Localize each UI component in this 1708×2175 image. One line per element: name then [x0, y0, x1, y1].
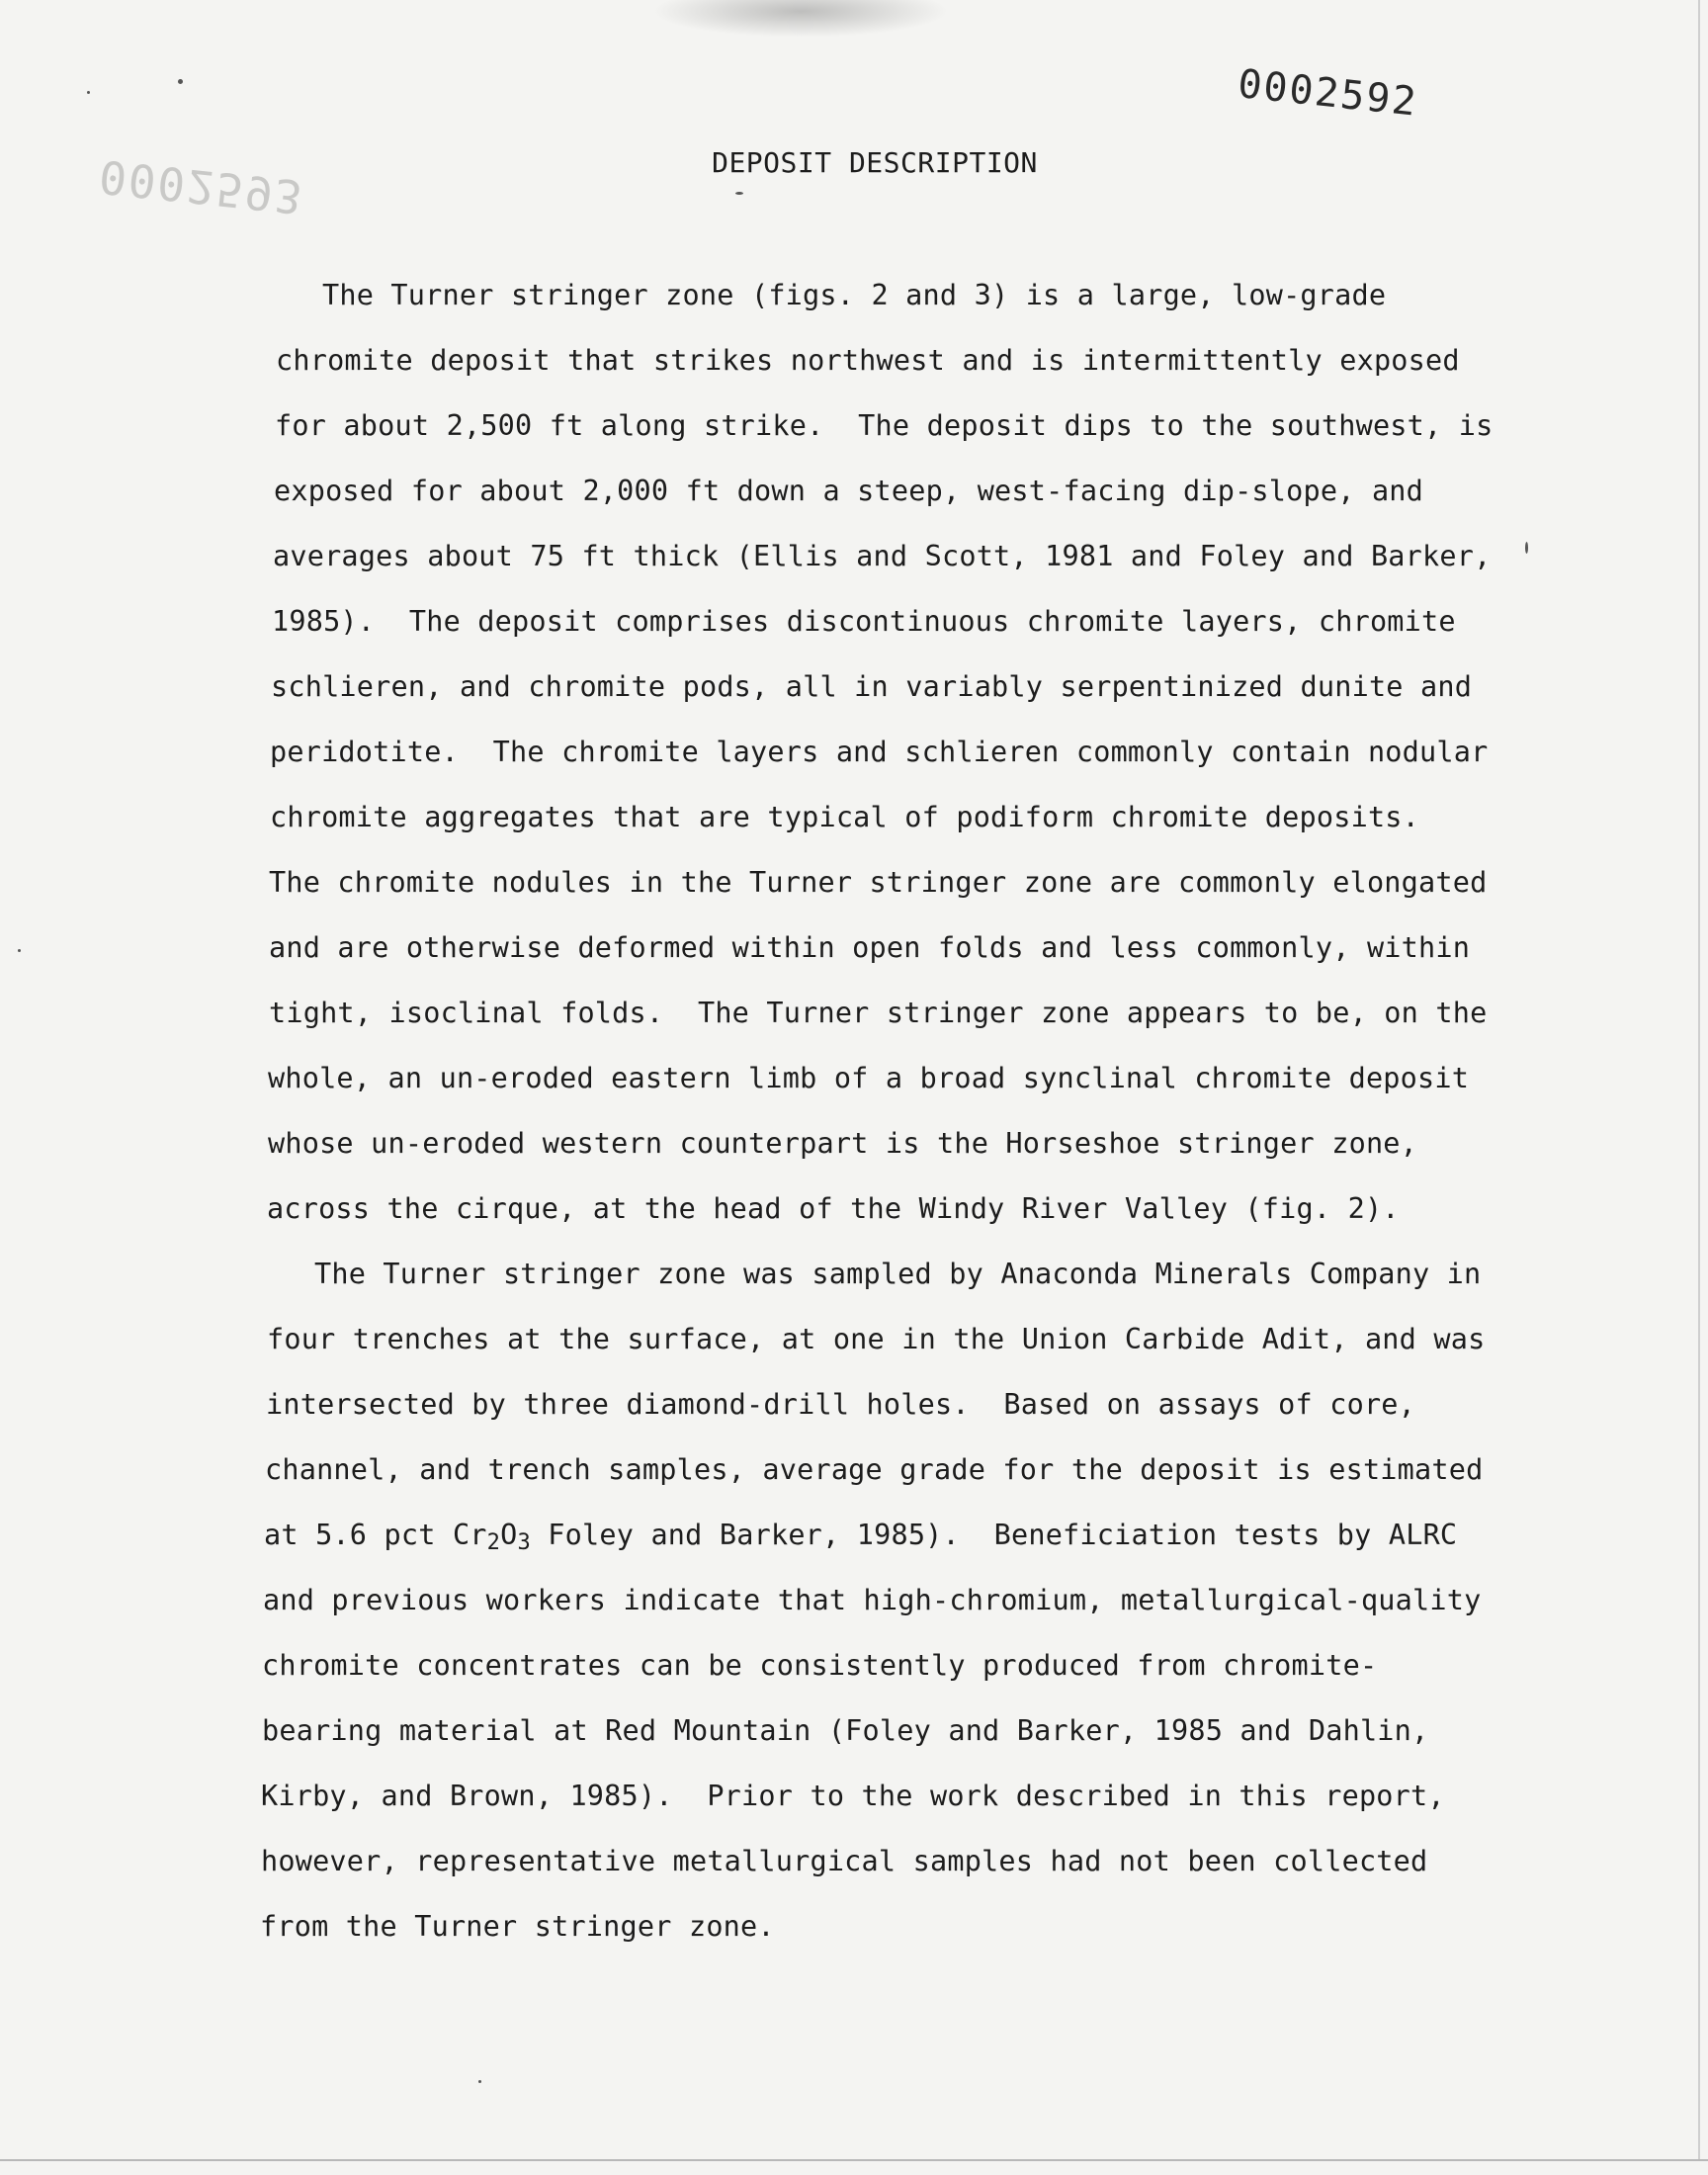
- scan-speck: [18, 949, 21, 952]
- paragraph1-line: whole, an un-eroded eastern limb of a broad synclinal chromite deposit: [268, 1062, 1470, 1094]
- paragraph1-line: tight, isoclinal folds. The Turner stringer zone appears to be, on the: [269, 997, 1488, 1029]
- paragraph1-line: chromite deposit that strikes northwest and is intermittently exposed: [276, 344, 1460, 377]
- paragraph2-line: bearing material at Red Mountain (Foley and Barker, 1985 and Dahlin,: [262, 1714, 1429, 1747]
- paragraph1-line: averages about 75 ft thick (Ellis and Scott, 1981 and Foley and Barker,: [273, 540, 1492, 572]
- paragraph2-line: The Turner stringer zone was sampled by Anaconda Minerals Company in: [314, 1258, 1482, 1290]
- paragraph1-line: whose un-eroded western counterpart is the Horseshoe stringer zone,: [268, 1127, 1418, 1160]
- paragraph2-line: intersected by three diamond-drill holes. Based on assays of core,: [266, 1388, 1416, 1421]
- document-number-stamp: 0002592: [1236, 61, 1420, 126]
- scan-speck: [178, 79, 183, 84]
- scan-speck: [1525, 542, 1528, 554]
- paragraph1-line: exposed for about 2,000 ft down a steep, west-facing dip-slope, and: [274, 475, 1424, 507]
- paragraph1-line: across the cirque, at the head of the Windy River Valley (fig. 2).: [267, 1192, 1400, 1225]
- paragraph1-line: 1985). The deposit comprises discontinuous chromite layers, chromite: [272, 605, 1456, 638]
- paragraph2-line: and previous workers indicate that high-chromium, metallurgical-quality: [263, 1584, 1482, 1616]
- paragraph2-line: chromite concentrates can be consistently produced from chromite-: [262, 1649, 1378, 1682]
- text-span: Foley and Barker, 1985). Beneficiation tests by ALRC: [530, 1519, 1458, 1551]
- text-span: at 5.6 pct Cr: [264, 1519, 487, 1551]
- paragraph1-line: The Turner stringer zone (figs. 2 and 3) is a large, low-grade: [322, 279, 1387, 311]
- paragraph1-line: and are otherwise deformed within open folds and less commonly, within: [269, 931, 1471, 964]
- paragraph1-line: peridotite. The chromite layers and schlieren commonly contain nodular: [270, 736, 1489, 768]
- bleed-through-stamp: 0002593: [96, 149, 307, 224]
- page-edge-bottom: [0, 2159, 1708, 2161]
- scan-speck: [735, 192, 743, 195]
- scan-smudge: [652, 0, 949, 38]
- paragraph1-line: chromite aggregates that are typical of podiform chromite deposits.: [270, 801, 1420, 833]
- paragraph2-line: four trenches at the surface, at one in the Union Carbide Adit, and was: [267, 1323, 1486, 1355]
- paragraph1-line: for about 2,500 ft along strike. The deposit dips to the southwest, is: [275, 409, 1494, 442]
- subscript: 2: [486, 1530, 501, 1555]
- paragraph2-line-formula: [264, 1519, 1458, 1555]
- paragraph1-line: schlieren, and chromite pods, all in variably serpentinized dunite and: [271, 670, 1473, 703]
- paragraph2-line: however, representative metallurgical samples had not been collected: [261, 1845, 1428, 1877]
- scan-speck: [87, 91, 90, 94]
- paragraph2-line: channel, and trench samples, average grade for the deposit is estimated: [265, 1453, 1484, 1486]
- paragraph2-line: from the Turner stringer zone.: [260, 1910, 775, 1943]
- text-span: O: [500, 1519, 518, 1551]
- subscript: 3: [517, 1530, 531, 1555]
- paragraph1-line: The chromite nodules in the Turner stringer zone are commonly elongated: [269, 866, 1488, 899]
- paragraph2-line: Kirby, and Brown, 1985). Prior to the work described in this report,: [261, 1780, 1445, 1812]
- scan-speck: [478, 2080, 481, 2083]
- page-edge-right: [1698, 0, 1700, 2159]
- page-title: DEPOSIT DESCRIPTION: [712, 146, 1038, 179]
